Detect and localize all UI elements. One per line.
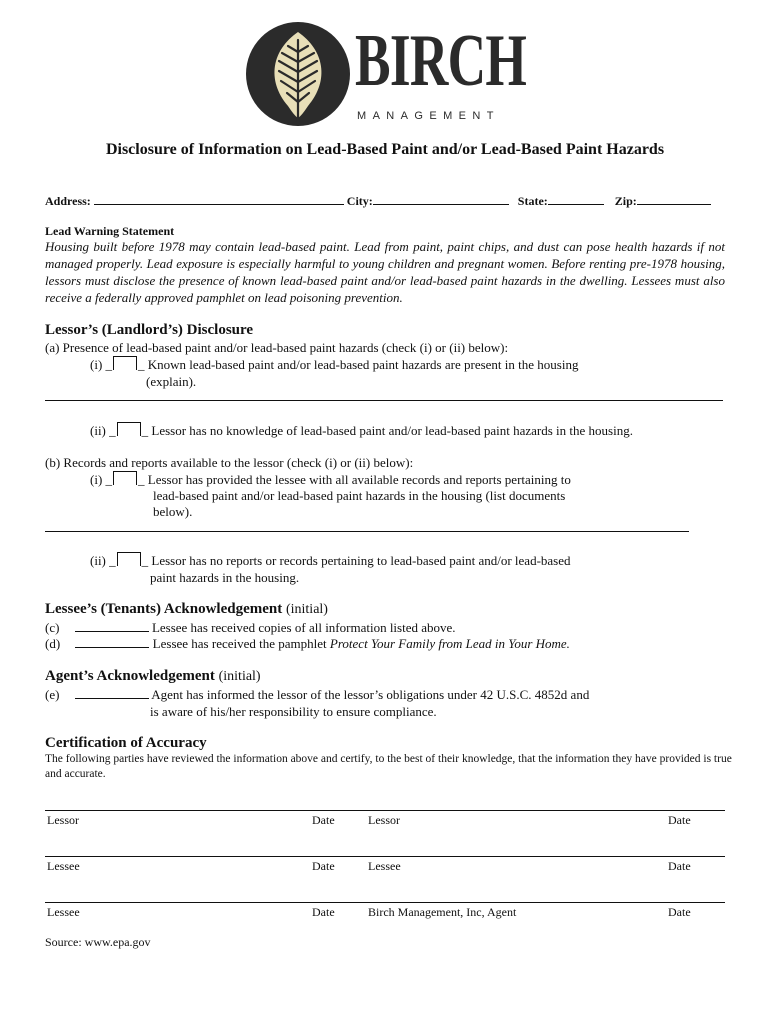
state-field[interactable] [548,194,604,205]
e-label: (e) [45,687,60,702]
b-i-checkbox[interactable] [113,471,137,485]
address-field[interactable] [94,194,344,205]
signature-line-3[interactable] [45,902,725,903]
e-text2: is aware of his/her responsibility to ensure compliance. [150,704,437,719]
sig-1-left-label: Lessor [47,813,79,827]
b-ii-marker: (ii) _ [90,553,116,568]
lessor-heading: Lessor’s (Landlord’s) Disclosure [45,322,254,338]
sig-2-left-date: Date [312,859,335,873]
b-i-marker: (i) _ [90,472,113,487]
a-ii-checkbox[interactable] [117,422,141,436]
a-i-text2: (explain). [146,374,197,389]
d-pamphlet-title: Protect Your Family from Lead in Your Home. [329,636,570,651]
sig-3-left-label: Lessee [47,905,80,919]
b-i-text: _ Lessor has provided the lessee with all available records and reports pertaining to [138,472,571,487]
agent-heading [45,668,261,685]
certification-text: The following parties have reviewed the information above and certify, to the best of their knowledge, that the information they have provided is true and accurate. [45,753,732,780]
sig-3-right-date: Date [668,905,691,919]
d-initial-field[interactable] [75,635,149,648]
sig-1-right-label: Lessor [368,813,400,827]
lessor-a-i-row [90,356,578,373]
explain-line-a[interactable] [45,400,723,401]
logo-subtitle: MANAGEMENT [357,110,500,122]
e-text: Agent has informed the lessor of the lessor’s obligations under 42 U.S.C. 4852d and [151,687,590,702]
agent-e-row [45,686,589,703]
agent-heading-text: Agent’s Acknowledgement [45,668,215,684]
logo-wordmark: BIRCH [355,20,527,102]
sig-1-left-date: Date [312,813,335,827]
documents-line-b[interactable] [45,531,689,532]
lessee-heading-text: Lessee’s (Tenants) Acknowledgement [45,601,283,617]
signature-line-2[interactable] [45,856,725,857]
d-text: Lessee has received the pamphlet [152,636,327,651]
lessor-b-intro: (b) Records and reports available to the lessor (check (i) or (ii) below): [45,455,414,470]
a-i-marker: (i) _ [90,357,113,372]
city-label: City: [346,194,373,208]
state-label: State: [517,194,548,208]
lessor-a-ii-row [90,422,633,439]
agent-initial-note: (initial) [218,669,261,684]
leaf-logo-icon [246,22,350,126]
b-i-text2: lead-based paint and/or lead-based paint hazards in the housing (list documents [153,488,566,503]
lessor-b-ii-row [90,552,571,569]
lessee-c-row [45,619,456,636]
c-text: Lessee has received copies of all information listed above. [151,620,456,635]
zip-field[interactable] [637,194,711,205]
zip-label: Zip: [614,194,637,208]
source-note: Source: www.epa.gov [45,935,151,949]
sig-3-right-label: Birch Management, Inc, Agent [368,905,517,919]
b-i-text3: below). [153,504,193,519]
e-initial-field[interactable] [75,686,149,699]
warning-heading: Lead Warning Statement [45,224,175,238]
sig-3-left-date: Date [312,905,335,919]
sig-1-right-date: Date [668,813,691,827]
a-ii-marker: (ii) _ [90,423,116,438]
d-label: (d) [45,636,61,651]
city-field[interactable] [373,194,509,205]
address-row [45,194,711,209]
lessee-d-row [45,635,570,652]
certification-heading: Certification of Accuracy [45,735,207,751]
warning-text: Housing built before 1978 may contain lead-based paint. Lead from paint, paint chips, and dust can pose health hazards if not managed properly. Lead exposure is especially harmful to young children and pregnant women. Before renting pre-1978 housing, lessors must disclose the presence of known lead-based paint and/or lead-based paint hazards in the dwelling. Lessees must also receive a federally approved pamphlet on lead poisoning prevention. [45,239,725,305]
a-i-text: _ Known lead-based paint and/or lead-based paint hazards are present in the housing [138,357,579,372]
c-label: (c) [45,620,60,635]
b-ii-text: _ Lessor has no reports or records pertaining to lead-based paint and/or lead-based [141,553,571,568]
a-ii-text: _ Lessor has no knowledge of lead-based paint and/or lead-based paint hazards in the housing. [141,423,633,438]
c-initial-field[interactable] [75,619,149,632]
signature-line-1[interactable] [45,810,725,811]
b-ii-text2: paint hazards in the housing. [150,570,300,585]
sig-2-left-label: Lessee [47,859,80,873]
sig-2-right-date: Date [668,859,691,873]
address-label: Address: [45,194,91,208]
lessor-b-i-row [90,471,571,488]
birch-logo [246,20,527,130]
sig-2-right-label: Lessee [368,859,401,873]
lessor-a-intro: (a) Presence of lead-based paint and/or lead-based paint hazards (check (i) or (ii) below): [45,340,509,355]
a-i-checkbox[interactable] [113,356,137,370]
page-title: Disclosure of Information on Lead-Based Paint and/or Lead-Based Paint Hazards [105,141,665,158]
b-ii-checkbox[interactable] [117,552,141,566]
lessee-initial-note: (initial) [285,602,328,617]
lessee-heading [45,601,328,618]
